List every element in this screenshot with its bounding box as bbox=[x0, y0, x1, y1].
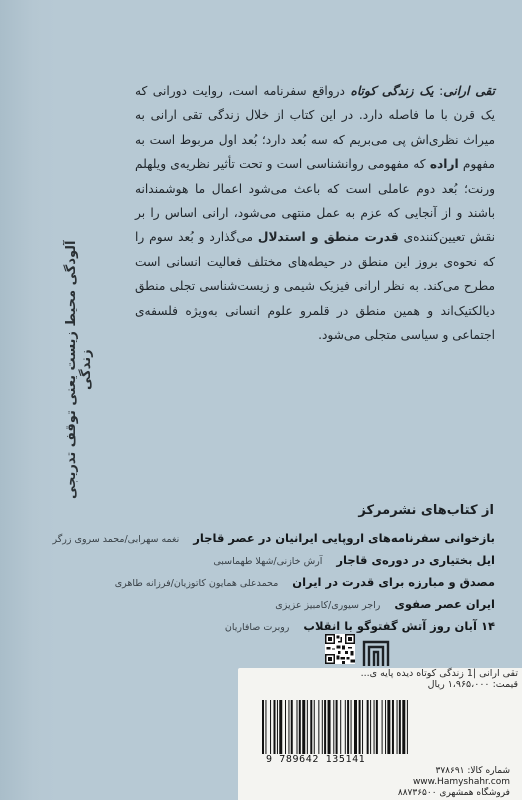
barcode-book-line: تقی ارانی |1 زندگی کوتاه دیده پایه ی... bbox=[360, 668, 518, 679]
list-item-title: مصدق و مبارزه برای قدرت در ایران bbox=[292, 575, 495, 589]
blurb-text-3: می‌گذارد و بُعد سوم را که نحوه‌ی بروز این منطق در حیطه‌های مختلف فعالیت انسانی است مطرح می‌کند. به نظر ارانی فیزیک شیمی و زیست‌شناسی تجلی منطق دیالکتیک‌اند و همین منطق در قلمرو علوم انسانی به‌ویژه فلسفه‌ی اجتماعی و سیاسی متجلی می‌شود. bbox=[135, 230, 495, 343]
list-item bbox=[140, 597, 495, 619]
blurb-author-name: تقی ارانی bbox=[443, 84, 495, 98]
list-item-title: ایران عصر صفوی bbox=[394, 597, 495, 611]
list-item-author: روبرت صافاریان bbox=[224, 622, 290, 633]
product-code: شماره کالا: ۳۷۸۶۹۱ bbox=[435, 766, 510, 776]
list-item-author: نغمه سهرابی/محمد سروی زرگر bbox=[52, 534, 180, 545]
blurb-book-title: یک زندگی کوتاه bbox=[350, 84, 434, 98]
publisher-book-list bbox=[52, 531, 495, 641]
list-item-title: بازخوانی سفرنامه‌های اروپایی ایرانیان در عصر قاجار bbox=[193, 531, 495, 545]
isbn-number: 9 789642 135141 bbox=[266, 754, 366, 765]
list-item-author: محمدعلی همایون کاتوزیان/فرزانه طاهری bbox=[114, 578, 279, 589]
store-phone: فروشگاه همشهری ۸۸۷۳۶۵۰۰ bbox=[397, 788, 510, 798]
qr-code-icon bbox=[325, 634, 355, 664]
blurb-colon: : bbox=[433, 84, 444, 98]
list-item bbox=[140, 619, 495, 641]
barcode-bars-icon bbox=[262, 700, 494, 754]
barcode-info bbox=[248, 668, 518, 690]
price-label: قیمت: ۱،۹۶۵،۰۰۰ ریال bbox=[427, 679, 518, 690]
blurb-keyword-logic: قدرت منطق و استدلال bbox=[257, 230, 399, 245]
list-item-title: ۱۴ آبان روز آتش گفتوگو با انقلاب bbox=[303, 619, 495, 633]
store-website: www.Hamyshahr.com bbox=[412, 777, 510, 787]
spine-edge bbox=[0, 0, 56, 800]
list-item-author: آرش خازنی/شهلا طهماسبی bbox=[213, 556, 323, 567]
blurb-text-2: که مفهومی روانشناسی است و تحت تأثیر نظریه‌ی ویلهلم ورنت؛ بُعد دوم عاملی است که باعث می‌شود اعمال ما هوشمندانه باشند و از آنجایی که عزم به عمل منتهی می‌شود، ارانی اساس را بر نقش تعیین‌کننده‌ی bbox=[135, 157, 496, 245]
blurb-text-1: درواقع سفرنامه است، روایت دورانی که یک قرن با ما فاصله دارد. در این کتاب از خلال زندگی تقی ارانی به میراث نظری‌اش پی می‌بریم که سه بُعد دارد؛ بُعد اول مربوط است به مفهوم bbox=[135, 84, 495, 172]
list-item bbox=[140, 553, 495, 575]
blurb-keyword-will: اراده bbox=[429, 157, 459, 172]
list-item bbox=[114, 575, 495, 597]
publisher-logo-icon bbox=[356, 632, 396, 672]
list-item bbox=[52, 531, 495, 553]
publisher-list-title: از کتاب‌های نشرمرکز bbox=[358, 503, 494, 518]
spine-tagline: آلودگی محیط زیست یعنی توقف تدریجی زندگی bbox=[64, 240, 94, 500]
book-blurb bbox=[135, 79, 495, 347]
list-item-author: راجر سیوری/کامبیز عزیزی bbox=[275, 600, 381, 611]
list-item-title: ایل بختیاری در دوره‌ی قاجار bbox=[336, 553, 495, 567]
barcode-meta bbox=[310, 766, 510, 799]
